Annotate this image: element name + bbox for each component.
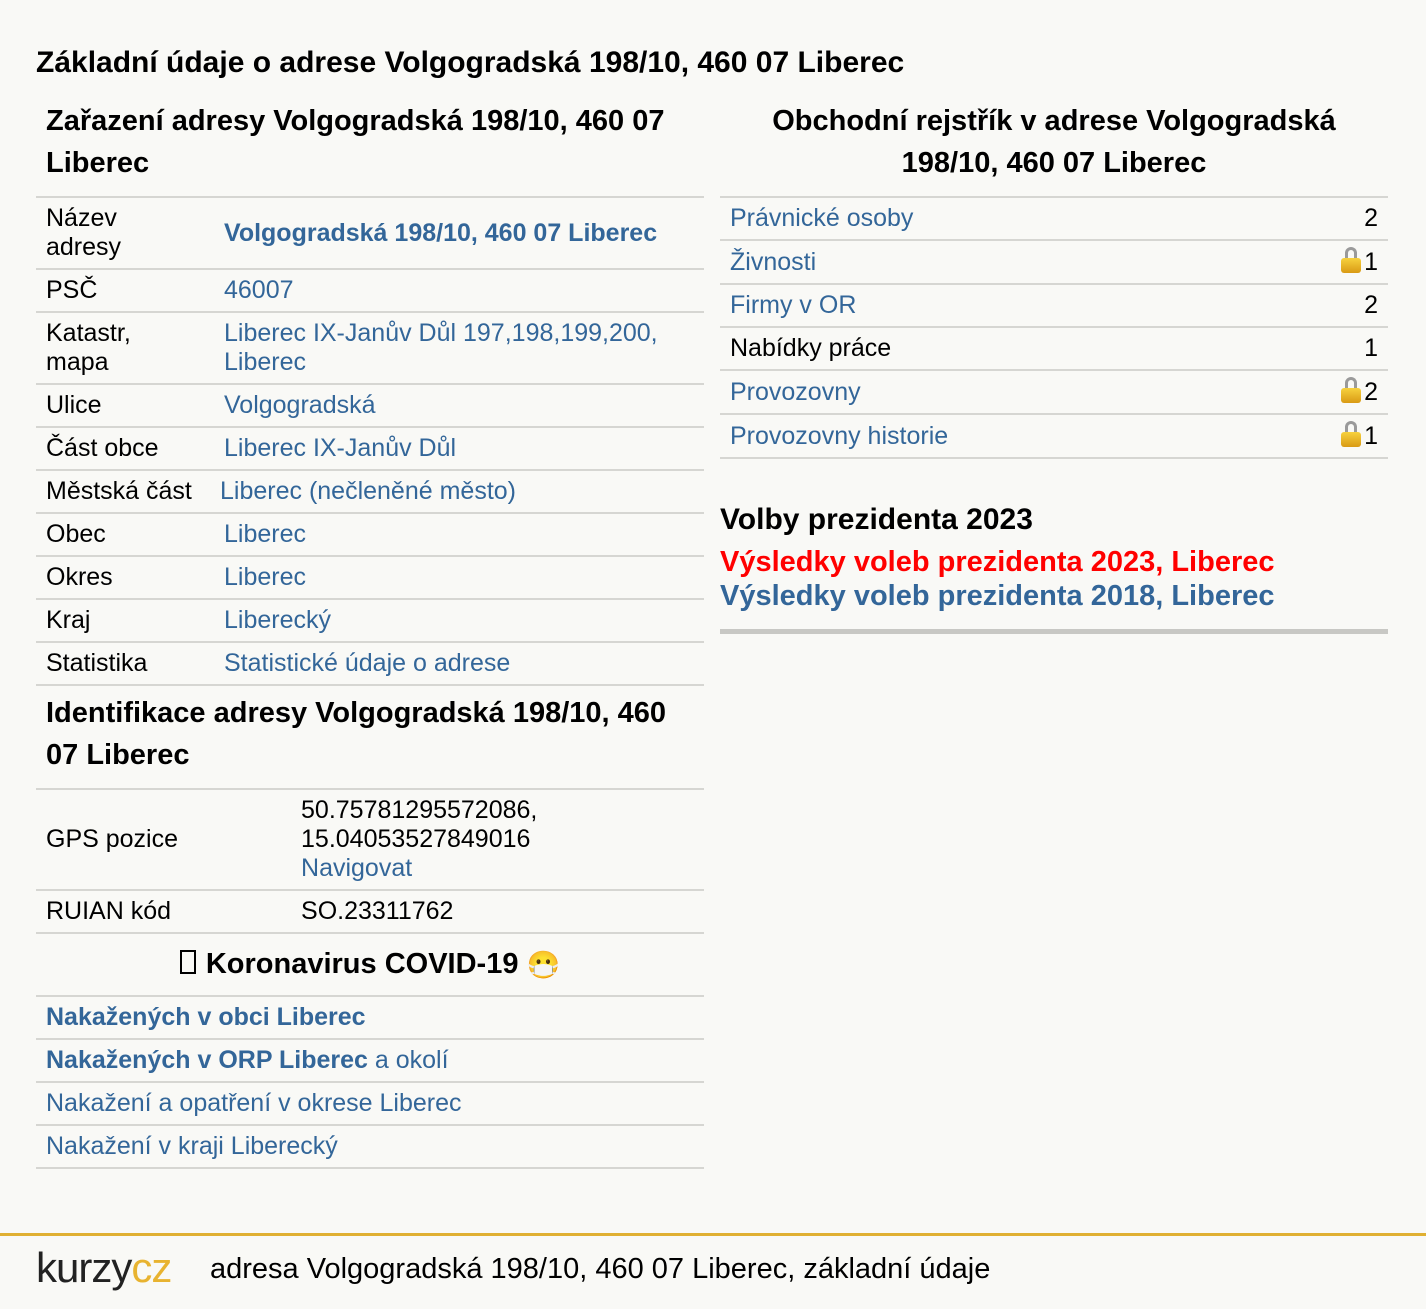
row-label: Městská část xyxy=(36,470,204,513)
table-row xyxy=(36,513,704,556)
table-row xyxy=(720,414,1388,458)
table-row xyxy=(36,599,704,642)
table-row xyxy=(36,1082,704,1125)
table-row xyxy=(720,284,1388,327)
row-label: Katastr, mapa xyxy=(36,312,204,384)
lock-icon xyxy=(1341,421,1361,447)
volby-title: Volby prezidenta 2023 xyxy=(720,503,1033,536)
left-column xyxy=(36,100,704,1169)
table-row xyxy=(720,327,1388,370)
pravnicke-osoby-link[interactable]: Právnické osoby xyxy=(730,204,914,232)
row-label: Obec xyxy=(36,513,204,556)
firmy-or-link[interactable]: Firmy v OR xyxy=(730,291,857,319)
count: 2 xyxy=(1259,197,1388,240)
covid-kraj-link[interactable]: Nakažení v kraji Liberecký xyxy=(46,1132,338,1160)
kurzy-logo[interactable]: kurzycz xyxy=(36,1244,172,1291)
table-row xyxy=(36,556,704,599)
covid-title-text: Koronavirus COVID-19 xyxy=(205,948,519,980)
table-row xyxy=(720,370,1388,414)
covid-orp-bold: Nakažených v ORP Liberec xyxy=(46,1046,368,1074)
obec-link[interactable]: Liberec xyxy=(224,520,306,548)
nabidky-prace-label: Nabídky práce xyxy=(720,327,1259,370)
row-label: Název adresy xyxy=(36,197,204,269)
table-row xyxy=(36,384,704,427)
obchodni-table xyxy=(720,196,1388,459)
provozovny-link[interactable]: Provozovny xyxy=(730,377,861,406)
mask-face-icon: 😷 xyxy=(526,950,561,980)
row-label: Okres xyxy=(36,556,204,599)
volby-2018-link[interactable]: Výsledky voleb prezidenta 2018, Liberec xyxy=(720,580,1275,612)
count: 1 xyxy=(1259,327,1388,370)
covid-okres-link[interactable]: Nakažení a opatření v okrese Liberec xyxy=(46,1089,462,1117)
zarazeni-table xyxy=(36,196,704,686)
divider xyxy=(720,629,1388,634)
table-row xyxy=(36,642,704,685)
right-column xyxy=(720,100,1388,634)
covid-table xyxy=(36,995,704,1169)
row-label: Statistika xyxy=(36,642,204,685)
identifikace-title: Identifikace adresy Volgogradská 198/10, 460 07 Liberec xyxy=(46,697,667,771)
row-label: PSČ xyxy=(36,269,204,312)
table-row xyxy=(36,269,704,312)
table-row xyxy=(36,1125,704,1168)
gps-label: GPS pozice xyxy=(36,789,281,890)
covid-orp-link[interactable] xyxy=(46,1046,449,1074)
katastr-link[interactable]: Liberec IX-Janův Důl 197,198,199,200, Liberec xyxy=(224,319,658,376)
table-row xyxy=(720,197,1388,240)
count: 2 xyxy=(1364,378,1378,406)
covid-obec-link[interactable]: Nakažených v obci Liberec xyxy=(46,1003,366,1031)
psc-link[interactable]: 46007 xyxy=(224,276,294,304)
navigate-link[interactable]: Navigovat xyxy=(301,854,413,882)
statistika-link[interactable]: Statistické údaje o adrese xyxy=(224,649,511,677)
obchodni-title: Obchodní rejstřík v adrese Volgogradská 198/10, 460 07 Liberec xyxy=(772,105,1336,179)
row-label: Kraj xyxy=(36,599,204,642)
count: 1 xyxy=(1364,248,1378,276)
table-row xyxy=(720,240,1388,284)
covid-title xyxy=(36,946,704,983)
table-row xyxy=(36,427,704,470)
zarazeni-title: Zařazení adresy Volgogradská 198/10, 460 07 Liberec xyxy=(46,105,665,179)
lock-icon xyxy=(1341,377,1361,403)
cast-obce-link[interactable]: Liberec IX-Janův Důl xyxy=(224,434,457,462)
footer-text: adresa Volgogradská 198/10, 460 07 Liberec, základní údaje xyxy=(210,1253,991,1285)
count: 1 xyxy=(1364,422,1378,450)
page-title: Základní údaje o adrese Volgogradská 198/10, 460 07 Liberec xyxy=(36,46,905,79)
ulice-link[interactable]: Volgogradská xyxy=(224,391,376,419)
row-label: Ulice xyxy=(36,384,204,427)
volby-2023-link[interactable]: Výsledky voleb prezidenta 2023, Liberec xyxy=(720,546,1275,578)
covid-orp-rest: a okolí xyxy=(367,1046,449,1074)
gps-value: 50.75781295572086, 15.04053527849016 xyxy=(301,796,538,853)
table-row xyxy=(36,890,704,933)
address-name-link[interactable]: Volgogradská 198/10, 460 07 Liberec xyxy=(224,218,658,247)
table-row xyxy=(36,312,704,384)
mestska-cast-link[interactable]: Liberec (nečleněné město) xyxy=(220,477,516,505)
table-row xyxy=(36,197,704,269)
identifikace-table xyxy=(36,788,704,934)
footer xyxy=(0,1233,1426,1309)
okres-link[interactable]: Liberec xyxy=(224,563,306,591)
zivnosti-link[interactable]: Živnosti xyxy=(730,247,817,276)
kraj-link[interactable]: Liberecký xyxy=(224,606,331,634)
count: 2 xyxy=(1259,284,1388,327)
table-row xyxy=(36,470,704,513)
missing-glyph-icon xyxy=(180,950,196,974)
table-row xyxy=(36,996,704,1039)
lock-icon xyxy=(1341,247,1361,273)
table-row xyxy=(36,789,704,890)
table-row xyxy=(36,1039,704,1082)
provozovny-historie-link[interactable]: Provozovny historie xyxy=(730,421,949,450)
row-label: Část obce xyxy=(36,427,204,470)
ruian-value: SO.23311762 xyxy=(281,890,704,933)
ruian-label: RUIAN kód xyxy=(36,890,281,933)
